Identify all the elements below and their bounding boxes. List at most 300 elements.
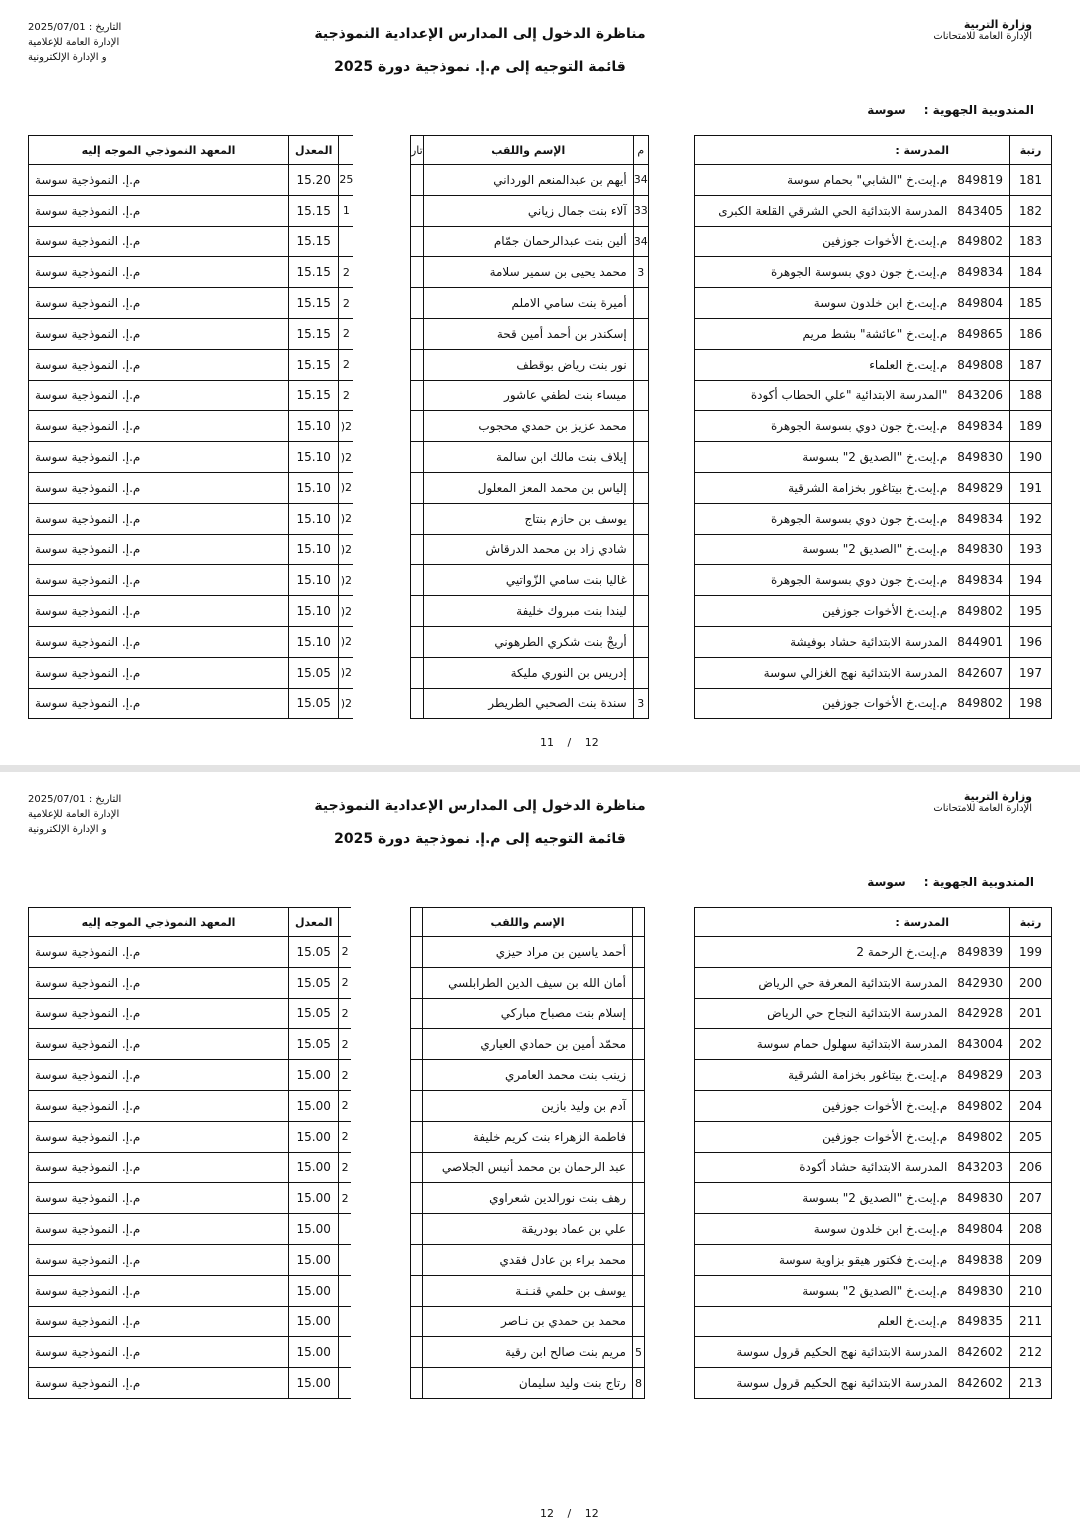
table-row	[411, 195, 649, 226]
school-name: م.إبت.خ فكتور هيقو بزاوية سوسة	[779, 1252, 948, 1267]
average-cell: 15.10	[289, 534, 339, 565]
truncated-cell	[633, 1275, 645, 1306]
name-table	[410, 907, 645, 1399]
student-name: إسلام بنت مصباح مباركي	[423, 998, 633, 1029]
table-row	[29, 1368, 351, 1399]
institute-header: المعهد النموذجي الموجه إليه	[29, 908, 289, 937]
truncated-cell: 5	[633, 1337, 645, 1368]
e-administration: و الإدارة الإلكترونية	[28, 52, 107, 63]
table-row	[411, 657, 649, 688]
table-row	[695, 165, 1052, 196]
table-row	[29, 596, 354, 627]
truncated-cell	[633, 998, 645, 1029]
average-cell: 15.05	[289, 1029, 339, 1060]
institute-cell: م.إ. النموذجية سوسة	[29, 318, 289, 349]
region-line	[867, 875, 1034, 889]
table-row	[695, 195, 1052, 226]
cut-header: م	[633, 136, 648, 165]
truncated-cell	[633, 967, 645, 998]
rank-cell: 190	[1010, 442, 1052, 473]
rank-header: رتبة	[1010, 908, 1052, 937]
name-table	[410, 135, 649, 719]
average-cell: 15.00	[289, 1306, 339, 1337]
region-label: المندوبية الجهوية :	[923, 103, 1034, 117]
school-cell	[695, 937, 1010, 968]
truncated-cell	[633, 596, 648, 627]
truncated-cell: 2	[339, 1183, 351, 1214]
truncated-cell	[339, 1275, 351, 1306]
issue-date: التاريخ : 2025/07/01	[28, 22, 122, 33]
school-cell	[695, 349, 1010, 380]
rank-cell: 192	[1010, 503, 1052, 534]
truncated-cell	[633, 1060, 645, 1091]
average-cell: 15.00	[289, 1337, 339, 1368]
table-header-row	[411, 136, 649, 165]
table-header-row	[29, 908, 351, 937]
school-name: م.إبت.خ "عائشة" بشط مريم	[802, 326, 948, 341]
student-name: محمّد أمين بن حمادي العياري	[423, 1029, 633, 1060]
school-cell	[695, 657, 1010, 688]
school-cell	[695, 1121, 1010, 1152]
table-row	[411, 1337, 645, 1368]
average-cell: 15.05	[289, 998, 339, 1029]
rank-cell: 206	[1010, 1152, 1052, 1183]
school-cell	[695, 380, 1010, 411]
table-row	[695, 442, 1052, 473]
school-header: المدرسة :	[695, 908, 1010, 937]
rank-cell: 209	[1010, 1244, 1052, 1275]
school-name: المدرسة الابتدائية حشاد أكودة	[799, 1160, 948, 1175]
average-cell: 15.15	[289, 288, 339, 319]
institute-cell: م.إ. النموذجية سوسة	[29, 1337, 289, 1368]
table-row	[411, 1306, 645, 1337]
school-name: م.إبت.خ جون دوي بسوسة الجوهرة	[770, 419, 948, 434]
ministry-name: وزارة التربية	[963, 790, 1032, 803]
truncated-cell	[633, 1306, 645, 1337]
institute-cell: م.إ. النموذجية سوسة	[29, 626, 289, 657]
institute-cell: م.إ. النموذجية سوسة	[29, 1244, 289, 1275]
cut-header: تار	[411, 136, 424, 165]
school-code: 849808	[957, 357, 1003, 372]
institute-cell: م.إ. النموذجية سوسة	[29, 1152, 289, 1183]
institute-cell: م.إ. النموذجية سوسة	[29, 1121, 289, 1152]
average-cell: 15.10	[289, 411, 339, 442]
table-row	[411, 967, 645, 998]
truncated-cell	[411, 472, 424, 503]
average-cell: 15.05	[289, 657, 339, 688]
truncated-cell	[633, 657, 648, 688]
table-row	[695, 318, 1052, 349]
average-cell: 15.00	[289, 1183, 339, 1214]
school-table	[694, 907, 1052, 1399]
rank-cell: 188	[1010, 380, 1052, 411]
truncated-cell: 2(	[339, 688, 354, 719]
truncated-cell	[411, 1244, 423, 1275]
school-name: المدرسة الابتدائية المعرفة حي الرياض	[758, 975, 948, 990]
truncated-cell: 2	[339, 1152, 351, 1183]
truncated-cell: 2	[339, 998, 351, 1029]
average-cell: 15.10	[289, 596, 339, 627]
truncated-cell	[411, 195, 424, 226]
school-name: م.إبت.خ بيتاغور بخزامة الشرقية	[788, 1068, 948, 1083]
student-name: آدم بن وليد بازين	[423, 1090, 633, 1121]
truncated-cell: 2	[339, 1029, 351, 1060]
school-code: 849834	[957, 265, 1003, 280]
school-cell	[695, 534, 1010, 565]
rank-header: رتبة	[1010, 136, 1052, 165]
e-administration: و الإدارة الإلكترونية	[28, 824, 107, 835]
ministry-header	[933, 790, 1032, 814]
school-cell	[695, 226, 1010, 257]
truncated-cell	[411, 1060, 423, 1091]
cut-header	[411, 908, 423, 937]
table-row	[695, 1121, 1052, 1152]
table-row	[695, 967, 1052, 998]
truncated-cell	[411, 411, 424, 442]
institute-cell: م.إ. النموذجية سوسة	[29, 1183, 289, 1214]
truncated-cell: 2(	[339, 534, 354, 565]
table-row	[29, 688, 354, 719]
truncated-cell: 2(	[339, 596, 354, 627]
school-name: المدرسة الابتدائية سهلول حمام سوسة	[756, 1037, 948, 1052]
truncated-cell	[633, 503, 648, 534]
truncated-cell	[411, 596, 424, 627]
school-code: 849838	[957, 1252, 1003, 1267]
truncated-cell: 2(	[339, 503, 354, 534]
date-block	[28, 792, 121, 837]
school-name: "المدرسة الابتدائية "علي الحطاب أكودة	[750, 388, 948, 403]
truncated-cell	[633, 1244, 645, 1275]
average-cell: 15.10	[289, 472, 339, 503]
school-name: م.إبت.خ جون دوي بسوسة الجوهرة	[770, 573, 948, 588]
table-row	[411, 318, 649, 349]
truncated-cell	[411, 1368, 423, 1399]
table-row	[29, 565, 354, 596]
truncated-cell	[411, 626, 424, 657]
rank-cell: 191	[1010, 472, 1052, 503]
truncated-cell	[411, 165, 424, 196]
table-row	[29, 1337, 351, 1368]
table-row	[29, 380, 354, 411]
issue-date: التاريخ : 2025/07/01	[28, 794, 122, 805]
school-cell	[695, 472, 1010, 503]
institute-cell: م.إ. النموذجية سوسة	[29, 411, 289, 442]
rank-cell: 200	[1010, 967, 1052, 998]
school-cell	[695, 195, 1010, 226]
table-row	[695, 1029, 1052, 1060]
institute-cell: م.إ. النموذجية سوسة	[29, 657, 289, 688]
rank-cell: 198	[1010, 688, 1052, 719]
school-name: المدرسة الابتدائية حشاد بوفيشة	[790, 634, 948, 649]
school-name: المدرسة الابتدائية نهج الغزالي سوسة	[763, 665, 948, 680]
table-row	[695, 1090, 1052, 1121]
table-row	[29, 998, 351, 1029]
institute-cell: م.إ. النموذجية سوسة	[29, 1275, 289, 1306]
table-row	[29, 1244, 351, 1275]
table-row	[29, 349, 354, 380]
school-name: المدرسة الابتدائية الحي الشرقي القلعة الكبرى	[718, 203, 948, 218]
institute-cell: م.إ. النموذجية سوسة	[29, 1306, 289, 1337]
average-cell: 15.00	[289, 1214, 339, 1245]
table-row	[411, 937, 645, 968]
truncated-cell	[633, 380, 648, 411]
table-header-row	[695, 908, 1052, 937]
cut-header	[633, 908, 645, 937]
rank-cell: 212	[1010, 1337, 1052, 1368]
table-row	[29, 657, 354, 688]
rank-cell: 197	[1010, 657, 1052, 688]
truncated-cell	[633, 937, 645, 968]
truncated-cell	[633, 1152, 645, 1183]
school-name: م.إبت.خ الأخوات جوزفين	[822, 234, 948, 249]
table-header-row	[411, 908, 645, 937]
student-name: سندة بنت الصحبي الطريطر	[423, 688, 633, 719]
table-row	[411, 1090, 645, 1121]
student-name: ليندا بنت مبروك خليفة	[423, 596, 633, 627]
table-row	[29, 195, 354, 226]
table-row	[695, 1060, 1052, 1091]
student-name: أريجْ بنت شكري الطرهوني	[423, 626, 633, 657]
school-name: م.إبت.خ ابن خلدون سوسة	[813, 296, 948, 311]
table-row	[695, 688, 1052, 719]
truncated-cell: 33	[633, 195, 648, 226]
truncated-cell	[633, 1183, 645, 1214]
truncated-cell: 2	[339, 349, 354, 380]
table-row	[695, 1152, 1052, 1183]
page-separator	[0, 765, 1080, 772]
table-row	[29, 288, 354, 319]
table-row	[695, 565, 1052, 596]
student-name: إدريس بن النوري مليكة	[423, 657, 633, 688]
truncated-cell	[411, 1183, 423, 1214]
institute-cell: م.إ. النموذجية سوسة	[29, 472, 289, 503]
student-name: أمان الله بن سيف الدين الطرابلسي	[423, 967, 633, 998]
institute-cell: م.إ. النموذجية سوسة	[29, 565, 289, 596]
school-name: م.إبت.خ الأخوات جوزفين	[822, 696, 948, 711]
table-row	[411, 565, 649, 596]
rank-cell: 189	[1010, 411, 1052, 442]
institute-cell: م.إ. النموذجية سوسة	[29, 349, 289, 380]
table-row	[411, 1152, 645, 1183]
student-name: يوسف بن حلمي قنـنـة	[423, 1275, 633, 1306]
school-code: 849802	[957, 604, 1003, 619]
average-cell: 15.15	[289, 195, 339, 226]
school-name: المدرسة الابتدائية نهج الحكيم قرول سوسة	[736, 1376, 948, 1391]
school-name: م.إبت.خ بيتاغور بخزامة الشرقية	[788, 480, 948, 495]
school-name: المدرسة الابتدائية نهج الحكيم قرول سوسة	[736, 1345, 948, 1360]
institute-cell: م.إ. النموذجية سوسة	[29, 503, 289, 534]
school-cell	[695, 1337, 1010, 1368]
student-name: آلاء بنت جمال زياني	[423, 195, 633, 226]
truncated-cell	[633, 1090, 645, 1121]
truncated-cell: 34	[633, 226, 648, 257]
table-row	[411, 411, 649, 442]
table-row	[29, 503, 354, 534]
table-row	[695, 1368, 1052, 1399]
table-row	[695, 472, 1052, 503]
truncated-cell	[633, 472, 648, 503]
student-name: مريم بنت صالح ابن رقية	[423, 1337, 633, 1368]
school-cell	[695, 596, 1010, 627]
truncated-cell	[411, 1306, 423, 1337]
student-name: أميرة بنت سامي الاملم	[423, 288, 633, 319]
rank-cell: 203	[1010, 1060, 1052, 1091]
document-title: مناظرة الدخول إلى المدارس الإعدادية النموذجية	[314, 26, 646, 42]
table-row	[29, 1060, 351, 1091]
truncated-cell: 2(	[339, 565, 354, 596]
table-row	[411, 596, 649, 627]
average-cell: 15.00	[289, 1152, 339, 1183]
school-code: 849830	[957, 1283, 1003, 1298]
truncated-cell	[411, 226, 424, 257]
truncated-cell	[411, 318, 424, 349]
school-code: 849830	[957, 1191, 1003, 1206]
table-row	[29, 1029, 351, 1060]
student-name: عبد الرحمان بن محمد أنيس الجلاصي	[423, 1152, 633, 1183]
school-code: 843203	[957, 1160, 1003, 1175]
table-row	[411, 442, 649, 473]
region-value: سوسة	[867, 875, 906, 889]
student-name: إسكندر بن أحمد أمين قحة	[423, 318, 633, 349]
school-cell	[695, 998, 1010, 1029]
student-name: محمد براء بن عادل فقدي	[423, 1244, 633, 1275]
school-name: م.إبت.خ العلم	[877, 1314, 948, 1329]
rank-cell: 208	[1010, 1214, 1052, 1245]
school-cell	[695, 503, 1010, 534]
truncated-cell	[411, 998, 423, 1029]
ministry-name: وزارة التربية	[963, 18, 1032, 31]
institute-cell: م.إ. النموذجية سوسة	[29, 165, 289, 196]
table-row	[411, 226, 649, 257]
school-code: 849830	[957, 450, 1003, 465]
table-row	[411, 1183, 645, 1214]
student-name: ميساء بنت لطفي عاشور	[423, 380, 633, 411]
average-cell: 15.10	[289, 565, 339, 596]
truncated-cell: 2(	[339, 657, 354, 688]
rank-cell: 186	[1010, 318, 1052, 349]
student-name: إيلاف بنت مالك ابن سالمة	[423, 442, 633, 473]
student-name: إلياس بن محمد المعز المعلول	[423, 472, 633, 503]
table-row	[411, 257, 649, 288]
table-row	[29, 411, 354, 442]
table-row	[411, 1368, 645, 1399]
school-cell	[695, 1090, 1010, 1121]
rank-cell: 184	[1010, 257, 1052, 288]
table-row	[695, 1214, 1052, 1245]
school-cell	[695, 1275, 1010, 1306]
average-cell: 15.00	[289, 1121, 339, 1152]
school-cell	[695, 1183, 1010, 1214]
school-name: م.إبت.خ الأخوات جوزفين	[822, 1098, 948, 1113]
school-code: 849830	[957, 542, 1003, 557]
truncated-cell	[339, 1306, 351, 1337]
school-code: 849802	[957, 696, 1003, 711]
document-page-11	[0, 0, 1080, 765]
school-code: 843206	[957, 388, 1003, 403]
rank-cell: 185	[1010, 288, 1052, 319]
table-row	[29, 318, 354, 349]
student-name: نور بنت رياض بوقطف	[423, 349, 633, 380]
truncated-cell	[411, 380, 424, 411]
school-name: م.إبت.خ "الصديق 2" بسوسة	[802, 1191, 948, 1206]
table-row	[411, 1275, 645, 1306]
school-cell	[695, 1029, 1010, 1060]
truncated-cell: 2	[339, 1121, 351, 1152]
school-code: 849829	[957, 480, 1003, 495]
truncated-cell: 1	[339, 195, 354, 226]
table-row	[411, 349, 649, 380]
student-name: غاليا بنت سامي الزّواتيي	[423, 565, 633, 596]
table-row	[695, 503, 1052, 534]
truncated-cell: 2(	[339, 472, 354, 503]
truncated-cell	[411, 1214, 423, 1245]
truncated-cell	[633, 442, 648, 473]
truncated-cell: 25	[339, 165, 354, 196]
directorate-name: الإدارة العامة للامتحانات	[933, 31, 1032, 42]
truncated-cell: 2	[339, 257, 354, 288]
table-row	[29, 1090, 351, 1121]
average-header: المعدل	[289, 136, 339, 165]
institute-cell: م.إ. النموذجية سوسة	[29, 1090, 289, 1121]
truncated-cell: 2	[339, 1090, 351, 1121]
average-cell: 15.10	[289, 503, 339, 534]
school-code: 842607	[957, 665, 1003, 680]
region-value: سوسة	[867, 103, 906, 117]
student-name: محمد بن حمدي بن نـاصر	[423, 1306, 633, 1337]
average-cell: 15.00	[289, 1060, 339, 1091]
truncated-cell	[411, 442, 424, 473]
truncated-cell: 3	[633, 257, 648, 288]
average-header: المعدل	[289, 908, 339, 937]
table-row	[411, 1029, 645, 1060]
institute-cell: م.إ. النموذجية سوسة	[29, 596, 289, 627]
table-row	[411, 1244, 645, 1275]
region-line	[867, 103, 1034, 117]
truncated-cell: 2	[339, 937, 351, 968]
truncated-cell	[339, 1337, 351, 1368]
table-row	[29, 1152, 351, 1183]
school-cell	[695, 411, 1010, 442]
table-row	[411, 626, 649, 657]
truncated-cell	[339, 1368, 351, 1399]
school-name: م.إبت.خ جون دوي بسوسة الجوهرة	[770, 265, 948, 280]
school-code: 849834	[957, 511, 1003, 526]
average-cell: 15.15	[289, 380, 339, 411]
institute-cell: م.إ. النموذجية سوسة	[29, 380, 289, 411]
school-name: م.إبت.خ الأخوات جوزفين	[822, 604, 948, 619]
table-row	[695, 1183, 1052, 1214]
page-number: 11 / 12	[540, 736, 599, 749]
table-row	[29, 1214, 351, 1245]
school-code: 849804	[957, 296, 1003, 311]
name-header: الإسم واللقب	[423, 136, 633, 165]
truncated-cell	[411, 1152, 423, 1183]
table-row	[695, 596, 1052, 627]
document-page-12	[0, 772, 1080, 1537]
truncated-cell	[633, 288, 648, 319]
truncated-cell	[411, 688, 424, 719]
school-name: م.إبت.خ الأخوات جوزفين	[822, 1129, 948, 1144]
school-cell	[695, 165, 1010, 196]
average-cell: 15.10	[289, 442, 339, 473]
table-row	[411, 380, 649, 411]
institute-cell: م.إ. النموذجية سوسة	[29, 1368, 289, 1399]
document-subtitle: قائمة التوجيه إلى م.إ. نموذجية دورة 2025	[334, 59, 626, 75]
table-row	[411, 472, 649, 503]
truncated-cell	[633, 1121, 645, 1152]
table-row	[695, 1337, 1052, 1368]
table-row	[695, 1306, 1052, 1337]
